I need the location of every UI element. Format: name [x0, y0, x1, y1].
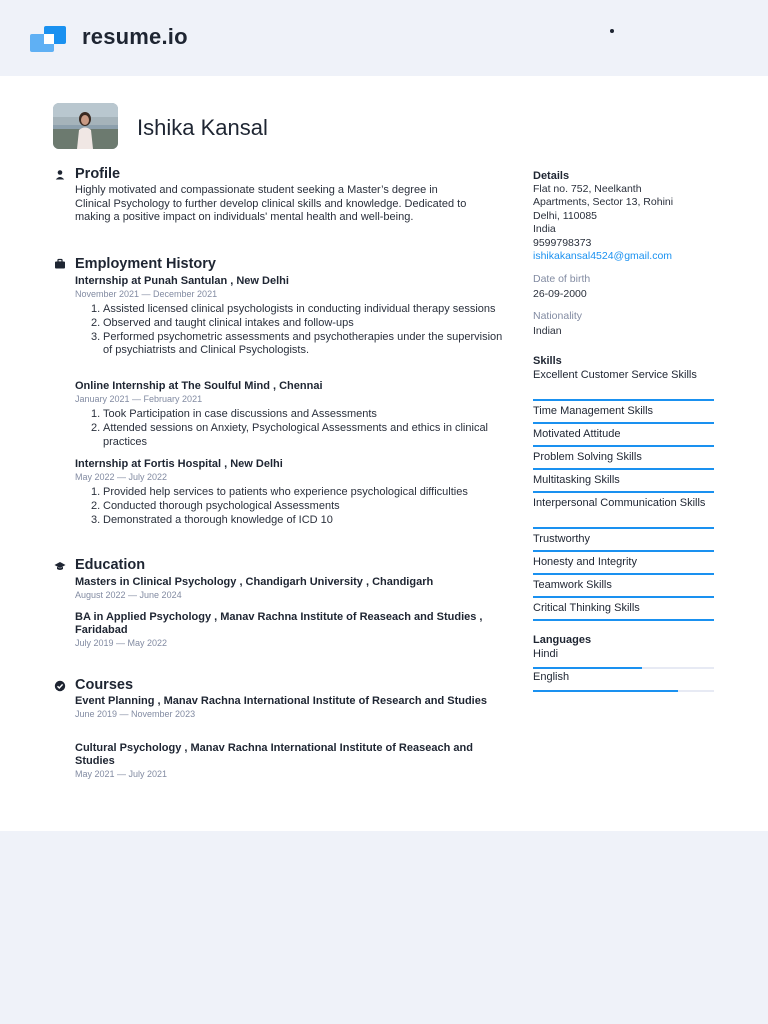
dob-label: Date of birth: [533, 273, 591, 285]
course-entry: [75, 742, 505, 780]
job-title: Internship at Fortis Hospital , New Delhi: [75, 458, 283, 470]
language-item: Hindi: [533, 648, 714, 661]
course-title: Event Planning , Manav Rachna International Institute of Research and Studies: [75, 695, 487, 707]
skill-item: Problem Solving Skills: [533, 451, 714, 470]
job-date: November 2021 — December 2021: [75, 289, 218, 299]
details-heading: Details: [533, 170, 570, 182]
skill-item: Trustworthy: [533, 533, 714, 552]
course-entry: [75, 695, 505, 720]
language-level-bar: [533, 667, 642, 669]
course-date: June 2019 — November 2023: [75, 709, 196, 719]
education-entry: [75, 576, 505, 601]
job-title: Internship at Punah Santulan , New Delhi: [75, 275, 289, 287]
skill-item: Honesty and Integrity: [533, 556, 714, 575]
brand-name[interactable]: resume.io: [82, 24, 188, 49]
skill-item: Interpersonal Communication Skills: [533, 497, 714, 529]
employment-heading: Employment History: [75, 256, 216, 272]
skill-item: Critical Thinking Skills: [533, 602, 714, 621]
nationality-label: Nationality: [533, 310, 583, 322]
language-item: English: [533, 671, 714, 684]
dob-value: 26-09-2000: [533, 288, 587, 300]
job-duties: [91, 486, 505, 527]
person-icon: [54, 169, 66, 181]
education-date: July 2019 — May 2022: [75, 638, 168, 648]
dot-icon: [610, 29, 614, 33]
list-item: 3. Performed psychometric assessments and psychotherapies under the supervision of psychiatrists and Clinical Psychologists.: [91, 330, 503, 357]
job-duties: [91, 303, 505, 358]
skill-item: Multitasking Skills: [533, 474, 714, 493]
phone-number: 9599798373: [533, 236, 592, 249]
list-item: 3. Demonstrated a thorough knowledge of ICD 10: [91, 513, 333, 526]
graduation-cap-icon: [54, 560, 66, 572]
skill-item: Time Management Skills: [533, 405, 714, 424]
skill-item: Motivated Attitude: [533, 428, 714, 447]
profile-heading: Profile: [75, 166, 121, 182]
briefcase-icon: [54, 258, 66, 270]
job-duties: [91, 408, 505, 449]
profile-text: Highly motivated and compassionate student seeking a Master’s degree in Clinical Psychology to further develop clinical skills and knowledge. Dedicated to making a positive impact on individuals' mental health and well-being.: [75, 184, 467, 224]
language-level-bar: [533, 690, 678, 692]
address-line: Flat no. 752, Neelkanth: [533, 183, 642, 195]
nationality-value: Indian: [533, 325, 562, 337]
list-item: 2. Observed and taught clinical intakes and follow-ups: [91, 316, 354, 329]
course-title: Cultural Psychology , Manav Rachna International Institute of Reaseach and Studies: [75, 742, 473, 767]
list-item: 2. Attended sessions on Anxiety, Psychological Assessments and ethics in clinical practices: [91, 421, 488, 448]
skill-item: Excellent Customer Service Skills: [533, 369, 714, 401]
job-entry: [75, 380, 505, 449]
address-line: Delhi, 110085: [533, 209, 598, 222]
education-heading: Education: [75, 557, 146, 573]
skills-heading: Skills: [533, 355, 562, 367]
list-item: 1. Assisted licensed clinical psychologists in conducting individual therapy sessions: [91, 303, 496, 315]
job-date: January 2021 — February 2021: [75, 394, 203, 404]
avatar: [53, 103, 118, 149]
details-section: [533, 169, 715, 263]
address-line: Apartments, Sector 13, Rohini: [533, 196, 674, 209]
address-line: India: [533, 223, 556, 236]
education-entry: [75, 611, 505, 649]
course-date: May 2021 — July 2021: [75, 769, 168, 779]
email-link[interactable]: ishikakansal4524@gmail.com: [533, 250, 673, 263]
top-bar: [0, 0, 768, 76]
skill-item: Teamwork Skills: [533, 579, 714, 598]
education-title: Masters in Clinical Psychology , Chandigarh University , Chandigarh: [75, 576, 434, 588]
list-item: 1. Took Participation in case discussions and Assessments: [91, 408, 377, 420]
nationality-block: [533, 310, 715, 338]
job-date: May 2022 — July 2022: [75, 472, 168, 482]
job-entry: [75, 275, 505, 358]
dob-block: [533, 273, 715, 301]
job-title: Online Internship at The Soulful Mind , Chennai: [75, 380, 323, 392]
education-title: BA in Applied Psychology , Manav Rachna Institute of Reaseach and Studies , Faridabad: [75, 611, 483, 636]
courses-heading: Courses: [75, 677, 134, 693]
languages-heading: Languages: [533, 634, 592, 646]
job-entry: [75, 458, 505, 527]
candidate-name: Ishika Kansal: [137, 115, 268, 140]
list-item: 2. Conducted thorough psychological Assessments: [91, 499, 340, 512]
badge-icon: [54, 680, 66, 692]
education-date: August 2022 — June 2024: [75, 590, 182, 600]
resume-io-logo-icon[interactable]: [30, 26, 68, 52]
list-item: 1. Provided help services to patients who experience psychological difficulties: [91, 486, 468, 498]
